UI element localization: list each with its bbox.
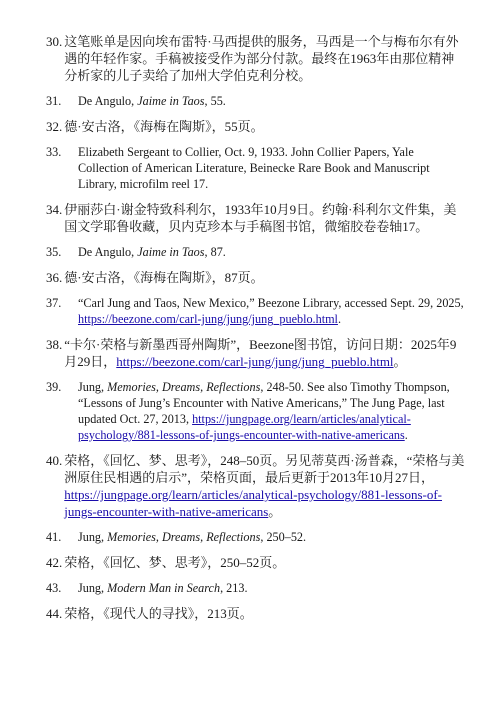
endnote-number: 33. xyxy=(46,145,62,159)
endnote-33 xyxy=(46,144,466,192)
endnote-link[interactable]: https://beezone.com/carl-jung/jung/jung_pueblo.html xyxy=(116,354,394,369)
endnote-number: 32. xyxy=(46,119,63,134)
endnote-text xyxy=(64,269,466,286)
endnote-text xyxy=(64,452,466,520)
endnote-31 xyxy=(46,93,466,109)
endnote-link[interactable]: https://beezone.com/carl-jung/jung/jung_pueblo.html xyxy=(78,312,338,326)
endnote-text xyxy=(78,295,466,327)
endnote-text xyxy=(78,379,466,443)
endnote-text-segment: 德·安古洛，《海梅在陶斯》，87页。 xyxy=(64,270,264,285)
endnote-text-segment: 。 xyxy=(268,504,282,519)
endnote-text-segment: De Angulo, xyxy=(78,94,138,108)
endnote-34 xyxy=(46,201,466,235)
endnote-text xyxy=(64,554,466,571)
endnote-32 xyxy=(46,118,466,135)
endnote-number: 35. xyxy=(46,245,62,259)
endnote-source-title: Jaime in Taos xyxy=(137,245,205,259)
endnote-text-segment: Jung, xyxy=(78,530,108,544)
endnote-text-segment: Elizabeth Sergeant to Collier, Oct. 9, 1933. John Collier Papers, Yale Collection of American Literature, Beinecke Rare Book and Manuscript Library, microfilm reel 17. xyxy=(78,145,430,191)
endnote-number: 40. xyxy=(46,453,63,468)
endnote-text xyxy=(78,244,466,260)
endnote-40 xyxy=(46,452,466,520)
endnote-text xyxy=(64,605,466,622)
endnote-41 xyxy=(46,529,466,545)
endnote-text-segment: , 250–52. xyxy=(260,530,307,544)
endnote-text-segment: Jung, xyxy=(78,380,108,394)
endnote-source-title: Jaime in Taos xyxy=(137,94,205,108)
endnotes-list xyxy=(46,33,466,631)
endnote-text-segment: “Carl Jung and Taos, New Mexico,” Beezone Library, accessed Sept. 29, 2025, xyxy=(78,296,464,310)
endnote-text-segment: 荣格，《回忆、梦、思考》，250–52页。 xyxy=(64,555,286,570)
endnote-text-segment: 这笔账单是因向埃布雷特·马西提供的服务，马西是一个与梅布尔有外遇的年轻作家。手稿被接受作为部分付款。最终在1963年由那位精神分析家的儿子卖给了加州大学伯克利分校。 xyxy=(64,34,459,83)
endnote-43 xyxy=(46,580,466,596)
endnote-source-title: Modern Man in Search xyxy=(107,581,221,595)
endnote-42 xyxy=(46,554,466,571)
endnote-text-segment: , 248-50. See also Timothy Thompson, “Lessons of Jung’s Encounter with Native Americans,” The Jung Page, last updated Oct. 27, 2013, xyxy=(78,380,450,426)
endnote-text-segment: 德·安古洛，《海梅在陶斯》，55页。 xyxy=(64,119,264,134)
endnote-text-segment: 伊丽莎白·谢金特致科利尔，1933年10月9日。约翰·科利尔文件集，美国文学耶鲁收藏，贝内克珍本与手稿图书馆，微缩胶卷卷轴17。 xyxy=(64,202,457,234)
endnote-number: 39. xyxy=(46,380,62,394)
endnote-number: 44. xyxy=(46,606,63,621)
endnote-text-segment: . xyxy=(337,312,341,326)
endnote-source-title: Memories, Dreams, Reflections xyxy=(107,530,261,544)
endnote-text xyxy=(78,580,466,596)
endnote-37 xyxy=(46,295,466,327)
endnote-35 xyxy=(46,244,466,260)
endnote-number: 30. xyxy=(46,34,63,49)
endnote-number: 34. xyxy=(46,202,63,217)
endnote-number: 37. xyxy=(46,296,62,310)
endnote-number: 31. xyxy=(46,94,62,108)
endnote-number: 36. xyxy=(46,270,63,285)
endnote-number: 38. xyxy=(46,337,63,352)
endnote-text xyxy=(78,144,466,192)
endnote-link[interactable]: https://jungpage.org/learn/articles/analytical-psychology/881-lessons-of-jungs-encounter-with-native-americans xyxy=(64,487,442,519)
endnote-39 xyxy=(46,379,466,443)
endnote-text xyxy=(78,93,466,109)
endnote-text-segment: . xyxy=(404,428,408,442)
endnote-38 xyxy=(46,336,466,370)
endnote-text xyxy=(78,529,466,545)
endnote-text-segment: , 87. xyxy=(204,245,226,259)
endnote-text-segment: 。 xyxy=(393,354,407,369)
endnote-text-segment: , 213. xyxy=(220,581,248,595)
endnote-text-segment: 荣格，《回忆、梦、思考》，248–50页。另见蒂莫西·汤普森，“荣格与美洲原住民相遇的启示”，荣格页面，最后更新于2013年10月27日， xyxy=(64,453,465,485)
endnote-text xyxy=(64,118,466,135)
endnote-number: 43. xyxy=(46,581,62,595)
endnote-source-title: Memories, Dreams, Reflections xyxy=(107,380,261,394)
endnote-text-segment: Jung, xyxy=(78,581,108,595)
endnote-text xyxy=(64,33,466,84)
endnote-text-segment: 荣格，《现代人的寻找》，213页。 xyxy=(64,606,253,621)
endnote-36 xyxy=(46,269,466,286)
endnote-text xyxy=(64,336,466,370)
endnote-number: 41. xyxy=(46,530,62,544)
endnote-text-segment: “卡尔·荣格与新墨西哥州陶斯”，Beezone图书馆，访问日期：2025年9月29日， xyxy=(64,337,457,369)
endnote-text-segment: , 55. xyxy=(204,94,226,108)
endnote-number: 42. xyxy=(46,555,63,570)
endnote-30 xyxy=(46,33,466,84)
endnote-text-segment: De Angulo, xyxy=(78,245,138,259)
endnote-44 xyxy=(46,605,466,622)
endnote-text xyxy=(64,201,466,235)
endnote-link[interactable]: https://jungpage.org/learn/articles/analytical-psychology/881-lessons-of-jungs-encounter-with-native-americans xyxy=(78,412,411,442)
